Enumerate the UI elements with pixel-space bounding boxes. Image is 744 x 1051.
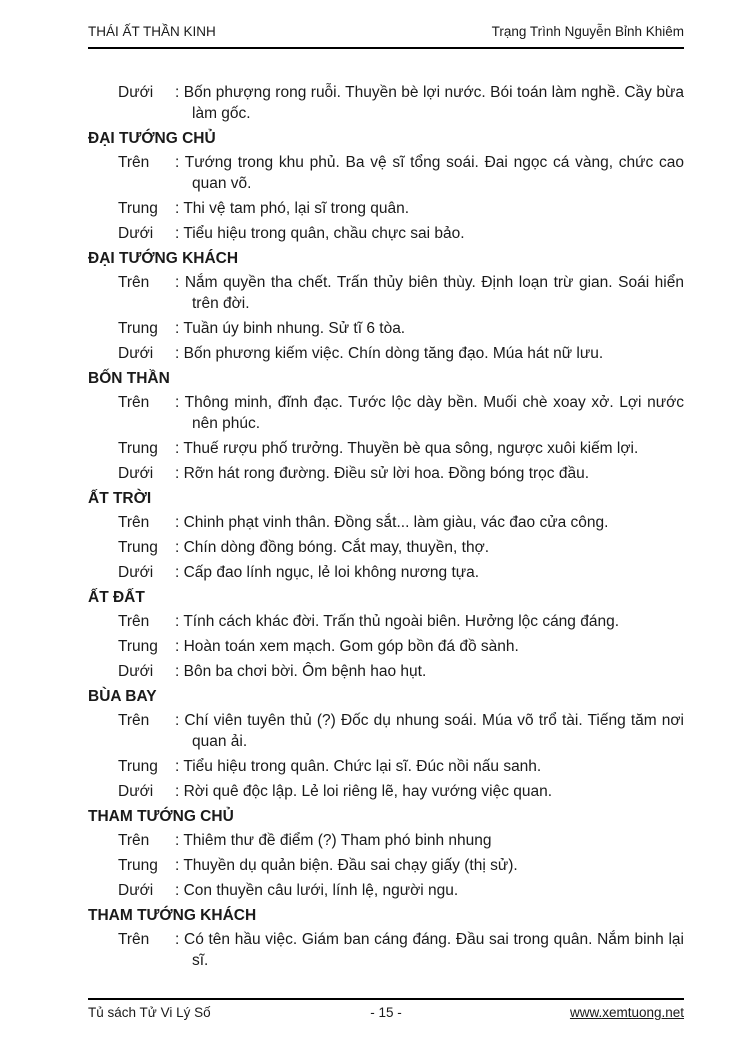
footer-series-title: Tủ sách Tử Vi Lý Số <box>88 1005 211 1020</box>
entry-text: : Tính cách khác đời. Trấn thủ ngoài biên. Hưởng lộc cáng đáng. <box>175 613 620 630</box>
entry-text: : Nắm quyền tha chết. Trấn thủy biên thùy. Định loạn trừ gian. Soái hiển trên đời. <box>175 274 684 312</box>
entry-row <box>88 781 684 802</box>
entry-row <box>88 880 684 901</box>
footer-page-number: - 15 - <box>370 1005 402 1020</box>
entry-label: Dưới <box>118 882 154 899</box>
entry-row <box>88 223 684 244</box>
entry-row <box>88 512 684 533</box>
entry-label: Trên <box>118 832 150 849</box>
entry-row <box>88 830 684 851</box>
entry-row <box>88 855 684 876</box>
entry-label: Dưới <box>118 84 154 101</box>
footer-site-link-wrap <box>485 1005 684 1020</box>
entry-text: : Tiểu hiệu trong quân, chầu chực sai bảo. <box>175 225 465 242</box>
entry-row <box>88 636 684 657</box>
entry-text: : Chí viên tuyên thủ (?) Đốc dụ nhung soái. Múa võ trổ tài. Tiếng tăm nơi quan ải. <box>175 712 684 750</box>
entry-text: : Thuyền dụ quản biện. Đầu sai chạy giấy (thị sử). <box>175 857 518 874</box>
entry-row <box>88 82 684 124</box>
entry-row <box>88 661 684 682</box>
header-book-title: THÁI ẤT THẦN KINH <box>88 24 216 39</box>
entry-label: Trên <box>118 274 150 291</box>
entry-text: : Thi vệ tam phó, lại sĩ trong quân. <box>175 200 410 217</box>
footer-site-link[interactable]: www.xemtuong.net <box>569 1005 685 1020</box>
entry-row <box>88 152 684 194</box>
section-title-at-troi: ẤT TRỜI <box>88 490 152 507</box>
entry-label: Trên <box>118 931 150 948</box>
header-author: Trạng Trình Nguyễn Bỉnh Khiêm <box>491 24 684 39</box>
entry-text: : Rời quê độc lập. Lẻ loi riêng lẽ, hay vướng việc quan. <box>175 783 553 800</box>
section-title-tham-tuong-khach: THAM TƯỚNG KHÁCH <box>88 907 257 924</box>
entry-row <box>88 318 684 339</box>
entry-text: : Bôn ba chơi bời. Ôm bệnh hao hụt. <box>175 663 427 680</box>
entry-text: : Tướng trong khu phủ. Ba vệ sĩ tổng soái. Đai ngọc cá vàng, chức cao quan võ. <box>175 154 684 192</box>
entry-row <box>88 611 684 632</box>
entry-label: Trung <box>118 638 158 655</box>
entry-row <box>88 438 684 459</box>
entry-text: : Thông minh, đĩnh đạc. Tước lộc dày bền. Muối chè xoay xở. Lợi nước nên phúc. <box>175 394 684 432</box>
entry-text: : Thuế rượu phố trưởng. Thuyền bè qua sông, ngược xuôi kiếm lợi. <box>175 440 639 457</box>
entry-label: Dưới <box>118 345 154 362</box>
entry-label: Trung <box>118 320 158 337</box>
entry-label: Trung <box>118 758 158 775</box>
entry-row <box>88 929 684 971</box>
entry-text: : Bốn phượng rong ruỗi. Thuyền bè lợi nước. Bói toán làm nghề. Cầy bừa làm gốc. <box>175 84 684 122</box>
entry-text: : Cấp đao lính ngục, lẻ loi không nương tựa. <box>175 564 480 581</box>
section-title-bua-bay: BÙA BAY <box>88 688 157 705</box>
entry-label: Trung <box>118 200 158 217</box>
entry-text: : Tiểu hiệu trong quân. Chức lại sĩ. Đúc nồi nấu sanh. <box>175 758 542 775</box>
section-title-dai-tuong-khach: ĐẠI TƯỚNG KHÁCH <box>88 250 239 267</box>
entry-row <box>88 392 684 434</box>
entry-label: Dưới <box>118 783 154 800</box>
entry-label: Dưới <box>118 564 154 581</box>
entry-text: : Có tên hầu việc. Giám ban cáng đáng. Đầu sai trong quân. Nắm binh lại sĩ. <box>175 931 684 969</box>
entry-label: Dưới <box>118 225 154 242</box>
entry-label: Dưới <box>118 663 154 680</box>
entry-text: : Chinh phạt vinh thân. Đồng sắt... làm giàu, vác đao cửa công. <box>175 514 609 531</box>
page-header <box>88 24 684 49</box>
page-body <box>88 82 684 975</box>
entry-label: Trên <box>118 394 150 411</box>
entry-row <box>88 463 684 484</box>
entry-text: : Con thuyền câu lưới, lính lệ, người ngu. <box>175 882 459 899</box>
section-title-bon-than: BỐN THẦN <box>88 370 170 387</box>
entry-text: : Tuần úy binh nhung. Sử tĩ 6 tòa. <box>175 320 406 337</box>
entry-label: Trung <box>118 857 158 874</box>
section-title-dai-tuong-chu: ĐẠI TƯỚNG CHỦ <box>88 130 216 147</box>
entry-label: Trên <box>118 514 150 531</box>
section-title-tham-tuong-chu: THAM TƯỚNG CHỦ <box>88 808 234 825</box>
entry-label: Dưới <box>118 465 154 482</box>
entry-row <box>88 756 684 777</box>
page-footer <box>88 998 684 1020</box>
entry-label: Trên <box>118 712 150 729</box>
entry-label: Trên <box>118 613 150 630</box>
entry-row <box>88 272 684 314</box>
entry-label: Trung <box>118 440 158 457</box>
entry-label: Trên <box>118 154 150 171</box>
entry-row <box>88 343 684 364</box>
entry-text: : Hoàn toán xem mạch. Gom góp bồn đá đồ sành. <box>175 638 519 655</box>
entry-row <box>88 537 684 558</box>
entry-text: : Chín dòng đồng bóng. Cắt may, thuyền, thợ. <box>175 539 490 556</box>
entry-text: : Rỡn hát rong đường. Điều sử lời hoa. Đồng bóng trọc đầu. <box>175 465 590 482</box>
entry-label: Trung <box>118 539 158 556</box>
section-title-at-dat: ẤT ĐẤT <box>88 589 145 606</box>
entry-text: : Thiêm thư đề điểm (?) Tham phó binh nhung <box>175 832 492 849</box>
entry-row <box>88 562 684 583</box>
entry-row <box>88 710 684 752</box>
entry-text: : Bốn phương kiếm việc. Chín dòng tăng đạo. Múa hát nữ lưu. <box>175 345 604 362</box>
entry-row <box>88 198 684 219</box>
